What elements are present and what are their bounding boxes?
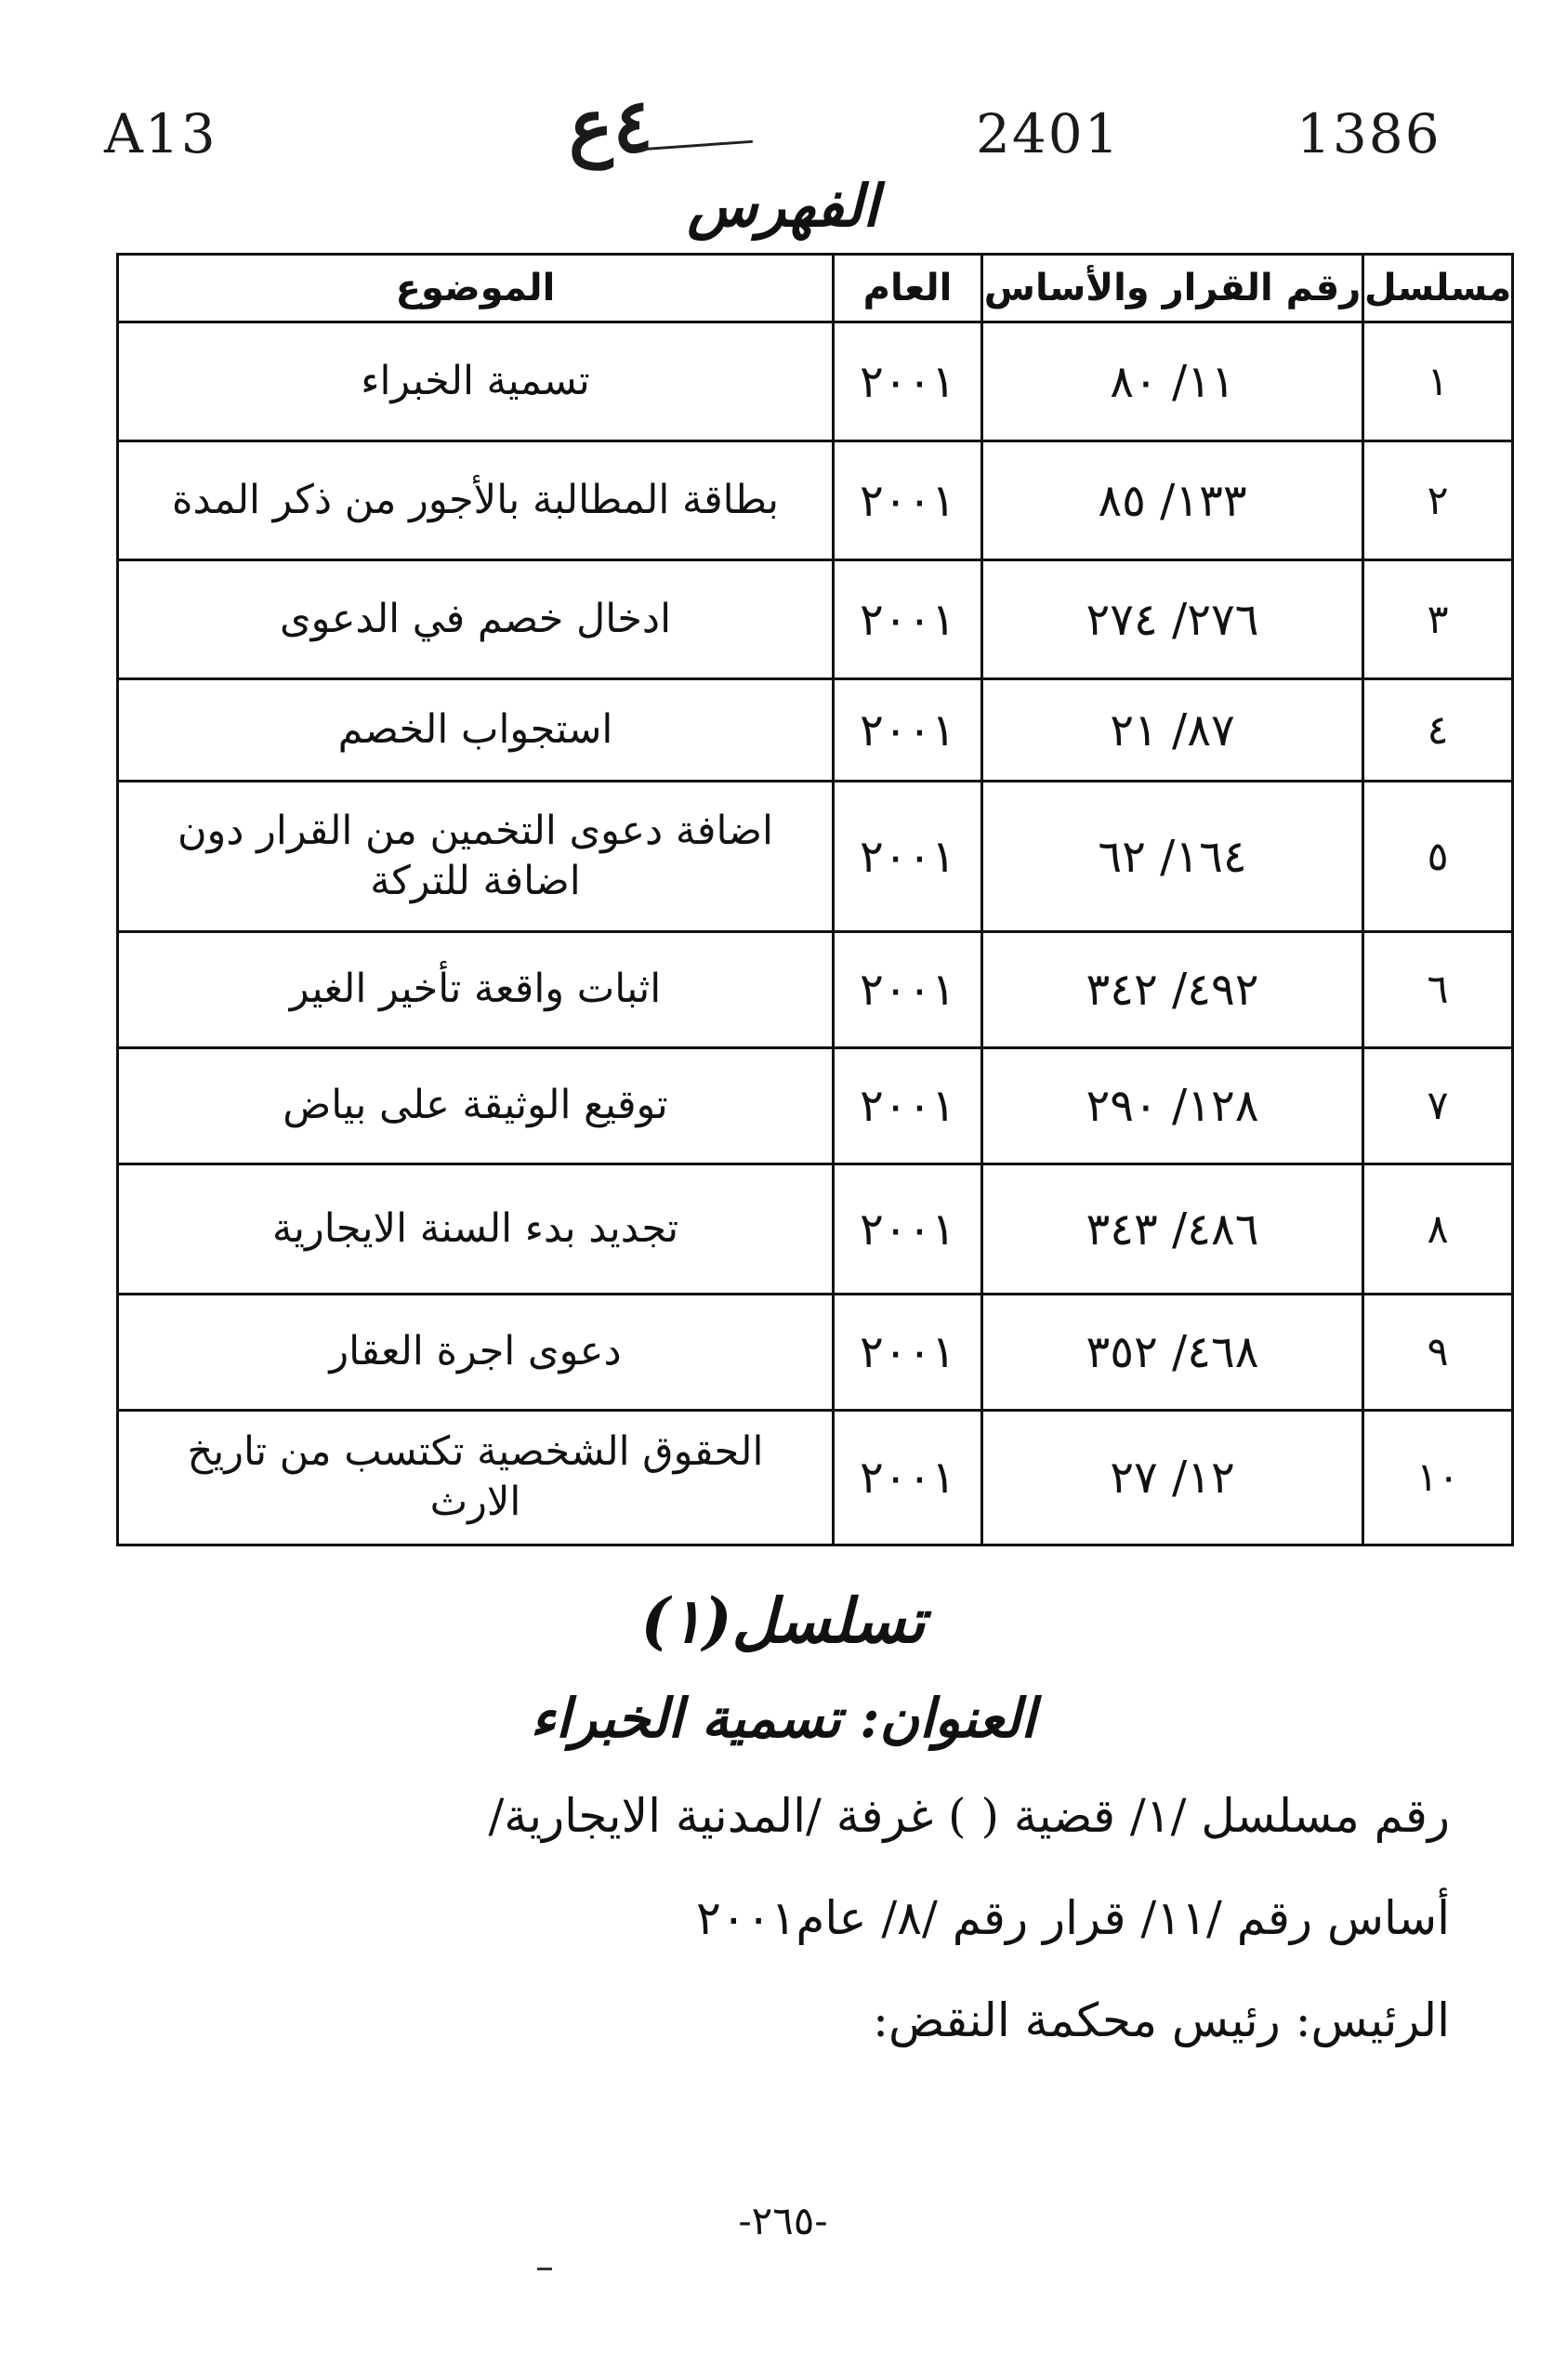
cell-basis: ١٦٤/ ٦٢ [982, 782, 1363, 932]
cell-year: ٢٠٠١ [834, 782, 982, 932]
cell-basis: ٤٦٨/ ٣٥٢ [982, 1295, 1363, 1411]
cell-basis: ١٢٨/ ٢٩٠ [982, 1048, 1363, 1164]
table-row [118, 1411, 1513, 1545]
cell-topic: اضافة دعوى التخمين من القرار دون اضافة للتركة [118, 782, 834, 932]
cell-serial: ٤ [1363, 679, 1513, 782]
header-year: العام [834, 255, 982, 322]
header-topic: الموضوع [118, 255, 834, 322]
cell-year: ٢٠٠١ [834, 1295, 982, 1411]
table-header-row [118, 255, 1513, 322]
cell-basis: ٤٩٢/ ٣٤٢ [982, 932, 1363, 1048]
cell-year: ٢٠٠١ [834, 322, 982, 441]
cell-basis: ١٢/ ٢٧ [982, 1411, 1363, 1545]
cell-serial: ٣ [1363, 560, 1513, 679]
cell-topic: اثبات واقعة تأخير الغير [118, 932, 834, 1048]
section-president-line: الرئيس: رئيس محكمة النقض: [873, 1993, 1450, 2047]
table-row [118, 679, 1513, 782]
cell-serial: ٩ [1363, 1295, 1513, 1411]
handwritten-note-center: ٤ع [569, 82, 653, 169]
cell-serial: ٧ [1363, 1048, 1513, 1164]
header-basis: رقم القرار والأساس [982, 255, 1363, 322]
section-serial-line: رقم مسلسل /١/ قضية ( ) غرفة /المدنية الايجارية/ [488, 1789, 1450, 1843]
cell-year: ٢٠٠١ [834, 1164, 982, 1295]
cell-year: ٢٠٠١ [834, 441, 982, 560]
handwritten-note-right-center: 2401 [976, 102, 1121, 165]
cell-basis: ٢٧٦/ ٢٧٤ [982, 560, 1363, 679]
cell-year: ٢٠٠١ [834, 679, 982, 782]
table-row [118, 1048, 1513, 1164]
section-heading: تسلسل(١) [640, 1584, 926, 1657]
cell-serial: ٨ [1363, 1164, 1513, 1295]
cell-topic: توقيع الوثيقة على بياض [118, 1048, 834, 1164]
cell-serial: ١٠ [1363, 1411, 1513, 1545]
table-row [118, 782, 1513, 932]
table-row [118, 932, 1513, 1048]
table-row [118, 1164, 1513, 1295]
cell-topic: دعوى اجرة العقار [118, 1295, 834, 1411]
cell-year: ٢٠٠١ [834, 1048, 982, 1164]
cell-topic: ادخال خصم في الدعوى [118, 560, 834, 679]
section-basis-line: أساس رقم /١١/ قرار رقم /٨/ عام٢٠٠١ [695, 1891, 1450, 1945]
cell-topic: تسمية الخبراء [118, 322, 834, 441]
header-serial: مسلسل [1363, 255, 1513, 322]
cell-basis: ٤٨٦/ ٣٤٣ [982, 1164, 1363, 1295]
cell-serial: ٢ [1363, 441, 1513, 560]
cell-year: ٢٠٠١ [834, 932, 982, 1048]
cell-basis: ١٣٣/ ٨٥ [982, 441, 1363, 560]
table-row [118, 322, 1513, 441]
cell-topic: استجواب الخصم [118, 679, 834, 782]
cell-topic: الحقوق الشخصية تكتسب من تاريخ الارث [118, 1411, 834, 1545]
cell-year: ٢٠٠١ [834, 560, 982, 679]
index-table [116, 253, 1514, 1546]
section-title: العنوان: تسمية الخبراء [530, 1687, 1036, 1750]
cell-serial: ١ [1363, 322, 1513, 441]
page-number: -٢٦٥- [738, 2198, 828, 2243]
cell-basis: ٨٧/ ٢١ [982, 679, 1363, 782]
cell-topic: تجديد بدء السنة الايجارية [118, 1164, 834, 1295]
table-row [118, 1295, 1513, 1411]
cell-serial: ٥ [1363, 782, 1513, 932]
stray-mark [537, 2268, 552, 2270]
handwritten-note-left: A13 [104, 102, 217, 165]
handwritten-stroke [641, 140, 753, 151]
handwritten-note-right: 1386 [1296, 102, 1441, 165]
cell-year: ٢٠٠١ [834, 1411, 982, 1545]
index-title: الفهرس [687, 172, 879, 240]
cell-topic: بطاقة المطالبة بالأجور من ذكر المدة [118, 441, 834, 560]
cell-serial: ٦ [1363, 932, 1513, 1048]
table-row [118, 560, 1513, 679]
cell-basis: ١١/ ٨٠ [982, 322, 1363, 441]
table-row [118, 441, 1513, 560]
